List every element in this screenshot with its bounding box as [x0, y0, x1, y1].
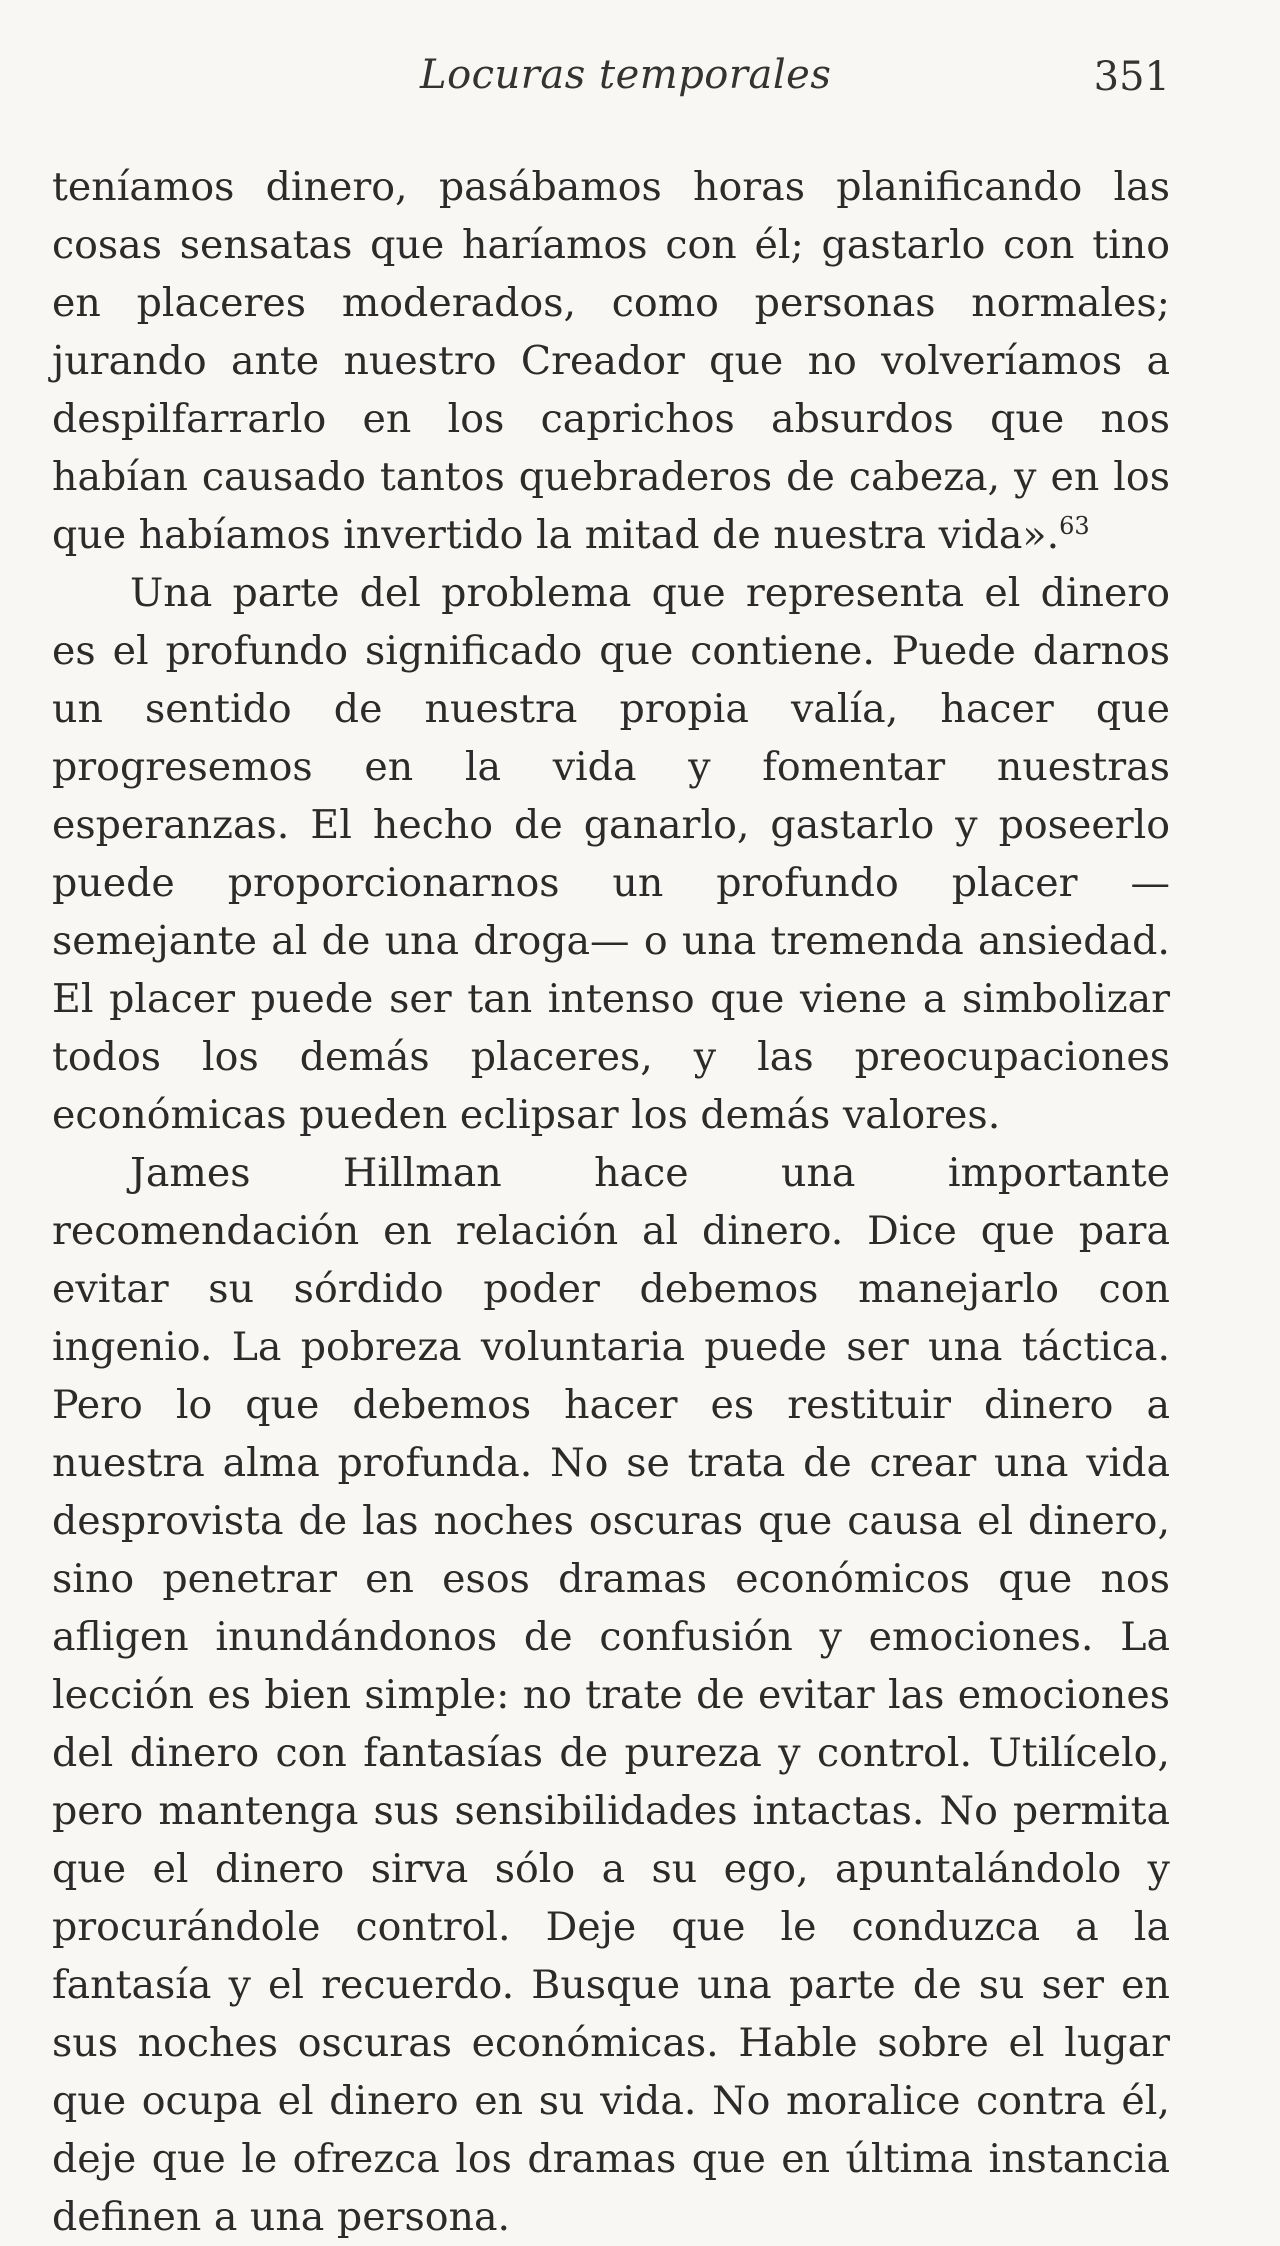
paragraph-continued: [52, 158, 1170, 564]
body-text: [52, 158, 1170, 2246]
footnote-reference: 63: [1059, 511, 1090, 540]
running-title: Locuras temporales: [420, 52, 832, 98]
running-head: [0, 44, 1280, 114]
paragraph-1-text: teníamos dinero, pasábamos horas planificando las cosas sensatas que haríamos con él; gastarlo con tino en placeres moderados, como personas normales; jurando ante nuestro Creador que no volveríamos a despilfarrarlo en los caprichos absurdos que nos habían causado tantos quebraderos de cabeza, y en los que habíamos invertido la mitad de nuestra vida».: [52, 164, 1170, 558]
page-number: 351: [1093, 54, 1170, 100]
paragraph-2: Una parte del problema que representa el dinero es el profundo significado que contiene. Puede darnos un sentido de nuestra propia valía, hacer que progresemos en la vida y fomentar nuestras esperanzas. El hecho de ganarlo, gastarlo y poseerlo puede proporcionarnos un profundo placer —semejante al de una droga— o una tremenda ansiedad. El placer puede ser tan intenso que viene a simbolizar todos los demás placeres, y las preocupaciones económicas pueden eclipsar los demás valores.: [52, 570, 1170, 1138]
paragraph-3: James Hillman hace una importante recomendación en relación al dinero. Dice que para evitar su sórdido poder debemos manejarlo con ingenio. La pobreza voluntaria puede ser una táctica. Pero lo que debemos hacer es restituir dinero a nuestra alma profunda. No se trata de crear una vida desprovista de las noches oscuras que causa el dinero, sino penetrar en esos dramas económicos que nos afligen inundándonos de confusión y emociones. La lección es bien simple: no trate de evitar las emociones del dinero con fantasías de pureza y control. Utilícelo, pero mantenga sus sensibilidades intactas. No permita que el dinero sirva sólo a su ego, apuntalándolo y procurándole control. Deje que le conduzca a la fantasía y el recuerdo. Busque una parte de su ser en sus noches oscuras económicas. Hable sobre el lugar que ocupa el dinero en su vida. No moralice contra él, deje que le ofrezca los dramas que en última instancia definen a una persona.: [52, 1150, 1170, 2240]
